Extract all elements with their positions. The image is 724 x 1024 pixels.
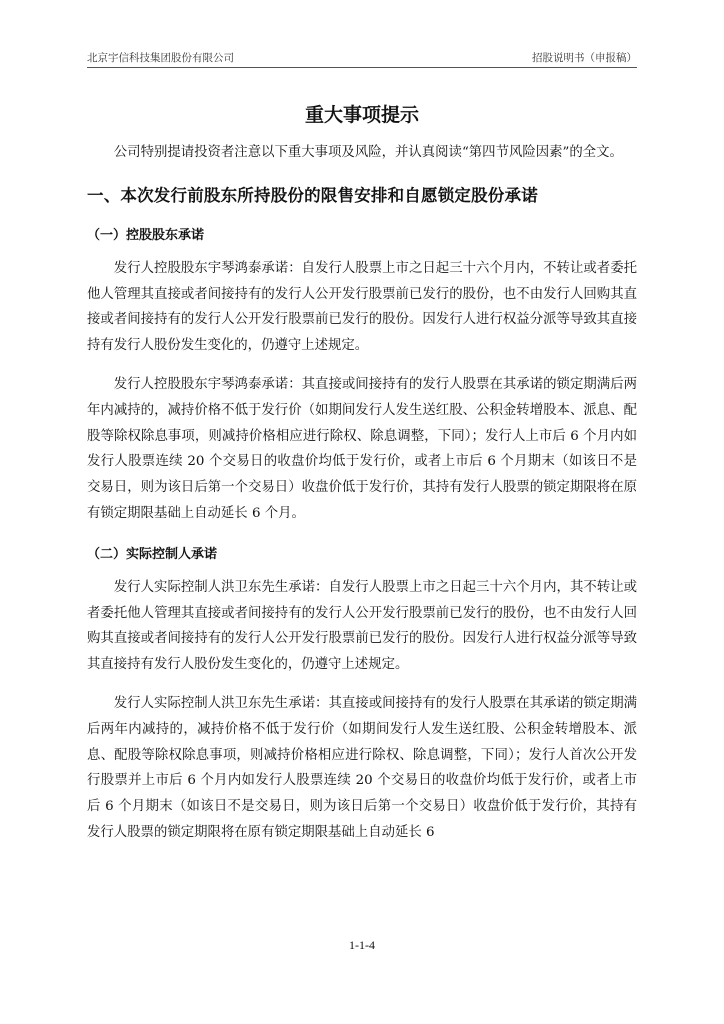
- body-paragraph: 发行人实际控制人洪卫东先生承诺：自发行人股票上市之日起三十六个月内，其不转让或者委托他人管理其直接或者间接持有的发行人公开发行股票前已发行的股份，也不由发行人回购其直接或者间接持有的发行人公开发行股票前已发行的股份。因发行人进行权益分派等导致其直接持有发行人股份发生变化的，仍遵守上述规定。: [87, 579, 637, 673]
- body-paragraph: 发行人控股股东宇琴鸿泰承诺：其直接或间接持有的发行人股票在其承诺的锁定期满后两年内减持的，减持价格不低于发行价（如期间发行人发生送红股、公积金转增股本、派息、配股等除权除息事项，则减持价格相应进行除权、除息调整，下同）；发行人上市后 6 个月内如发行人股票连续 20 个交易日的收盘价均低于发行价，或者上市后 6 个月期末（如该日不是交易日，则为该日后第一个交易日）收盘价低于发行价，其持有发行人股票的锁定期限将在原有锁定期限基础上自动延长 6 个月。: [87, 376, 637, 521]
- page-header: [87, 50, 637, 66]
- body-paragraph: 发行人实际控制人洪卫东先生承诺：其直接或间接持有的发行人股票在其承诺的锁定期满后两年内减持的，减持价格不低于发行价（如期间发行人发生送红股、公积金转增股本、派息、配股等除权除息事项，则减持价格相应进行除权、除息调整，下同）；发行人首次公开发行股票并上市后 6 个月内如发行人股票连续 20 个交易日的收盘价均低于发行价，或者上市后 6 个月期末（如该日不是交易日，则为该日后第一个交易日）收盘价低于发行价，其持有发行人股票的锁定期限将在原有锁定期限基础上自动延长 6: [87, 695, 637, 840]
- section-heading-lockup-commitments: 一、本次发行前股东所持股份的限售安排和自愿锁定股份承诺: [87, 185, 538, 205]
- header-document-type: 招股说明书（申报稿）: [532, 52, 637, 64]
- document-body: [87, 140, 637, 859]
- header-divider: [87, 67, 637, 68]
- intro-paragraph: 公司特别提请投资者注意以下重大事项及风险，并认真阅读“第四节风险因素”的全文。: [113, 145, 623, 160]
- subsection-heading-controlling-shareholder: （一）控股股东承诺: [87, 227, 205, 243]
- body-paragraph: 发行人控股股东宇琴鸿泰承诺：自发行人股票上市之日起三十六个月内，不转让或者委托他人管理其直接或者间接持有的发行人公开发行股票前已发行的股份，也不由发行人回购其直接或者间接持有的发行人公开发行股票前已发行的股份。因发行人进行权益分派等导致其直接持有发行人股份发生变化的，仍遵守上述规定。: [87, 260, 637, 354]
- subsection-heading-actual-controller: （二）实际控制人承诺: [87, 546, 218, 562]
- page-number: 1-1-4: [349, 938, 375, 952]
- page-title: 重大事项提示: [304, 104, 419, 126]
- header-company-name: 北京宇信科技集团股份有限公司: [87, 52, 234, 64]
